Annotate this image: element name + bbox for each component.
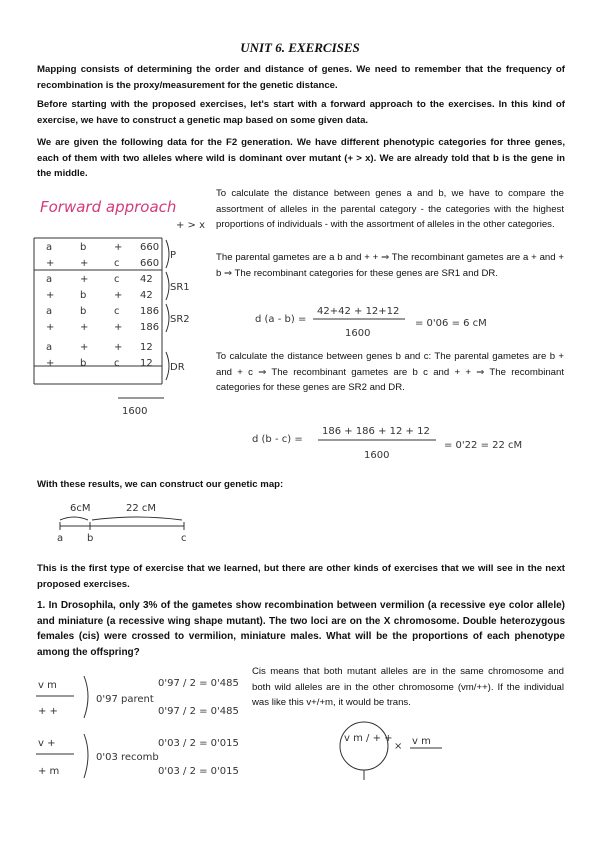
table-allele: b — [80, 306, 87, 317]
formula-ab-denominator: 1600 — [345, 328, 371, 339]
formula-ab-rhs: = 0'06 = 6 cM — [415, 318, 487, 329]
group-label-p: P — [170, 250, 177, 261]
dominance-note: + > x — [176, 220, 206, 231]
gamete-v-plus: v + — [38, 738, 56, 749]
table-count: 12 — [140, 358, 153, 369]
recomb-label: 0'03 recomb — [96, 752, 159, 763]
table-allele: + — [114, 242, 123, 253]
formula-ab-lhs: d (a - b) = — [255, 314, 307, 325]
svg-text:×: × — [394, 741, 403, 752]
gamete-vm: v m — [38, 680, 57, 691]
table-allele: c — [114, 274, 120, 285]
table-allele: + — [46, 290, 55, 301]
formula-bc — [252, 422, 572, 464]
group-label-dr: DR — [170, 362, 185, 373]
parental-prob-1: 0'97 / 2 = 0'485 — [158, 678, 239, 689]
table-count: 186 — [140, 322, 160, 333]
recomb-prob-2: 0'03 / 2 = 0'015 — [158, 766, 239, 777]
page-title: UNIT 6. EXERCISES — [240, 40, 360, 55]
formula-ab — [255, 300, 555, 342]
table-allele: a — [46, 306, 53, 317]
formula-bc-lhs: d (b - c) = — [252, 434, 303, 445]
bc-explanation: To calculate the distance between genes b and c: The parental gametes are b + and + c ⇒ The recombinant gametes are b c and + + ⇒ The recombinant categories for these genes are SR2 and DR. — [216, 351, 564, 393]
group-label-sr1: SR1 — [170, 282, 190, 293]
table-count: 186 — [140, 306, 160, 317]
map-intro: With these results, we can construct our genetic map: — [37, 479, 284, 490]
formula-bc-rhs: = 0'22 = 22 cM — [444, 440, 523, 451]
map-distance-ab: 6cM — [70, 503, 91, 514]
cross-diagram — [330, 716, 490, 782]
genetic-map — [50, 500, 210, 546]
parental-label: 0'97 parent — [96, 694, 154, 705]
table-allele: b — [80, 358, 87, 369]
table-heading: Forward approach — [40, 198, 177, 216]
cross-female-genotype: v m / + + — [344, 733, 393, 744]
intro-paragraph-3: We are given the following data for the F2 generation. We have different phenotypic categories for three genes, each of them with two alleles where wild is dominant over mutant (+ > x). We are already told that b is the gene in the middle. — [37, 137, 565, 179]
intro-paragraph-1: Mapping consists of determining the order and distance of genes. We need to remember that the frequency of recombination is the proxy/measurement for the genetic distance. — [37, 64, 565, 91]
formula-bc-denominator: 1600 — [364, 450, 390, 461]
table-allele: a — [46, 242, 53, 253]
gamete-wild: + + — [38, 706, 58, 717]
table-count: 660 — [140, 258, 160, 269]
cross-male-genotype: v m — [412, 736, 431, 747]
table-count: 12 — [140, 342, 153, 353]
recomb-prob-1: 0'03 / 2 = 0'015 — [158, 738, 239, 749]
forward-approach-table — [30, 188, 210, 420]
formula-bc-numerator: 186 + 186 + 12 + 12 — [322, 426, 430, 437]
table-allele: a — [46, 274, 53, 285]
cis-explanation: Cis means that both mutant alleles are in the same chromosome and both wild alleles are in the other chromosome (vm/++). If the individual was like this v+/+m, it would be trans. — [252, 666, 564, 708]
table-allele: + — [114, 342, 123, 353]
types-paragraph: This is the first type of exercise that we learned, but there are other kinds of exercises that we will see in the next proposed exercises. — [37, 563, 565, 590]
table-count: 42 — [140, 274, 153, 285]
table-allele: + — [114, 322, 123, 333]
table-allele: + — [114, 290, 123, 301]
map-locus-c: c — [181, 533, 187, 544]
map-locus-b: b — [87, 533, 94, 544]
formula-ab-numerator: 42+42 + 12+12 — [317, 306, 400, 317]
table-allele: + — [80, 322, 89, 333]
group-label-sr2: SR2 — [170, 314, 190, 325]
table-count: 42 — [140, 290, 153, 301]
table-allele: c — [114, 306, 120, 317]
table-allele: b — [80, 290, 87, 301]
parental-prob-2: 0'97 / 2 = 0'485 — [158, 706, 239, 717]
table-allele: + — [80, 342, 89, 353]
table-allele: c — [114, 258, 120, 269]
table-allele: + — [46, 322, 55, 333]
table-allele: + — [80, 274, 89, 285]
map-distance-bc: 22 cM — [126, 503, 157, 514]
intro-paragraph-2: Before starting with the proposed exercises, let's start with a forward approach to the exercises. In this kind of exercise, we have to construct a genetic map based on some given data. — [37, 99, 565, 126]
offspring-notes — [30, 672, 250, 784]
table-allele: + — [80, 258, 89, 269]
table-allele: c — [114, 358, 120, 369]
table-allele: + — [46, 258, 55, 269]
ab-gametes: The parental gametes are a b and + + ⇒ The recombinant gametes are a + and + b ⇒ The recombinant categories for these genes are SR1 and DR. — [216, 252, 564, 279]
table-allele: + — [46, 358, 55, 369]
table-allele: a — [46, 342, 53, 353]
ab-explanation: To calculate the distance between genes a and b, we have to compare the assortment of alleles in the parental category - the categories with the highest proportions of individuals - with the assortment of alleles in the other categories. — [216, 188, 564, 230]
gamete-plus-m: + m — [38, 766, 60, 777]
question-1: 1. In Drosophila, only 3% of the gametes show recombination between vermilion (a recessive eye color allele) and miniature (a recessive wing shape mutant). The two loci are on the X chromosome. Double heterozygous females (cis) were crossed to vermilion, miniature males. What will be the proportions of each phenotype among the offspring? — [37, 600, 565, 658]
map-locus-a: a — [57, 533, 64, 544]
table-total: 1600 — [122, 406, 148, 417]
table-count: 660 — [140, 242, 160, 253]
table-allele: b — [80, 242, 87, 253]
